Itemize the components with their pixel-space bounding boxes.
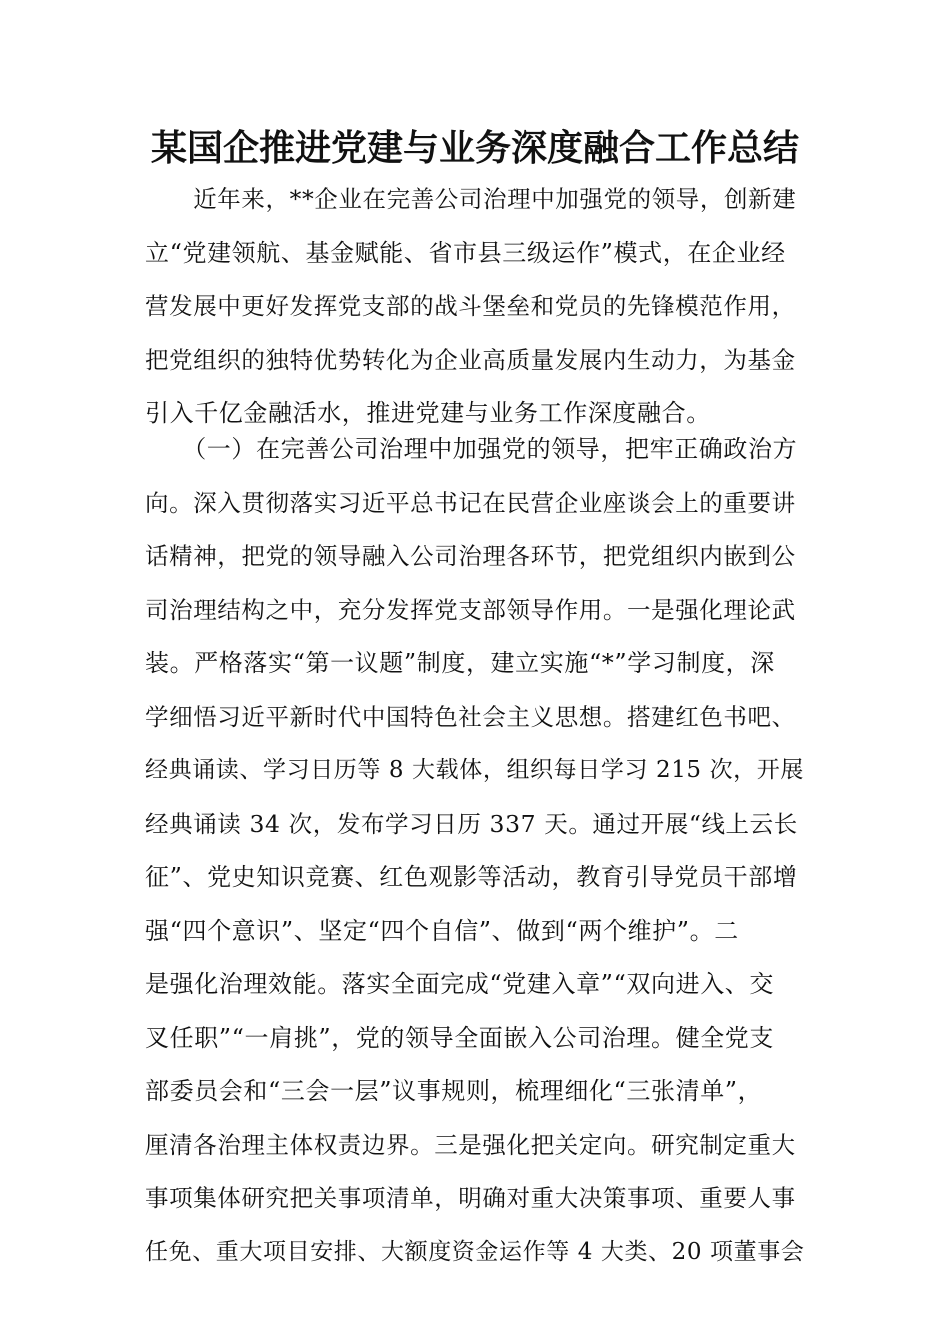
text-line: 向。深入贯彻落实习近平总书记在民营企业座谈会上的重要讲 (145, 488, 796, 517)
text-line: 近年来，**企业在完善公司治理中加强党的领导，创新建 (145, 185, 797, 213)
document-title: 某国企推进党建与业务深度融合工作总结 (150, 127, 799, 169)
text-line: 话精神，把党的领导融入公司治理各环节，把党组织内嵌到公 (145, 542, 796, 570)
text-line: 营发展中更好发挥党支部的战斗堡垒和党员的先锋模范作用， (145, 292, 796, 320)
text-line: 学细悟习近平新时代中国特色社会主义思想。搭建红色书吧、 (145, 702, 796, 731)
text-line: 事项集体研究把关事项清单，明确对重大决策事项、重要人事 (145, 1184, 796, 1212)
text-line: 立“党建领航、基金赋能、省市县三级运作”模式，在企业经 (145, 238, 786, 267)
text-line: 叉任职”“一肩挑”，党的领导全面嵌入公司治理。健全党支 (145, 1023, 775, 1052)
text-line: 是强化治理效能。落实全面完成“党建入章”“双向进入、交 (145, 970, 775, 998)
text-line: 经典诵读、学习日历等 8 大载体，组织每日学习 215 次，开展 (145, 757, 804, 783)
text-line: 引入千亿金融活水，推进党建与业务工作深度融合。 (145, 399, 711, 427)
text-line: （一）在完善公司治理中加强党的领导，把牢正确政治方 (145, 435, 798, 463)
paragraph-intro (145, 173, 805, 441)
paragraph-section-one (145, 423, 805, 1279)
text-line: 经典诵读 34 次，发布学习日历 337 天。通过开展“线上云长 (145, 809, 798, 838)
text-line: 厘清各治理主体权责边界。三是强化把关定向。研究制定重大 (145, 1130, 796, 1159)
text-line: 征”、党史知识竞赛、红色观影等活动，教育引导党员干部增 (145, 863, 798, 891)
text-line: 任免、重大项目安排、大额度资金运作等 4 大类、20 项董事会 (145, 1238, 805, 1265)
text-line: 装。严格落实“第一议题”制度，建立实施“*”学习制度，深 (145, 649, 775, 677)
text-line: 强“四个意识”、坚定“四个自信”、做到“两个维护”。二 (145, 916, 739, 945)
text-line: 把党组织的独特优势转化为企业高质量发展内生动力，为基金 (145, 345, 796, 374)
text-line: 司治理结构之中，充分发挥党支部领导作用。一是强化理论武 (145, 595, 796, 624)
text-line: 部委员会和“三会一层”议事规则，梳理细化“三张清单”， (145, 1077, 763, 1105)
